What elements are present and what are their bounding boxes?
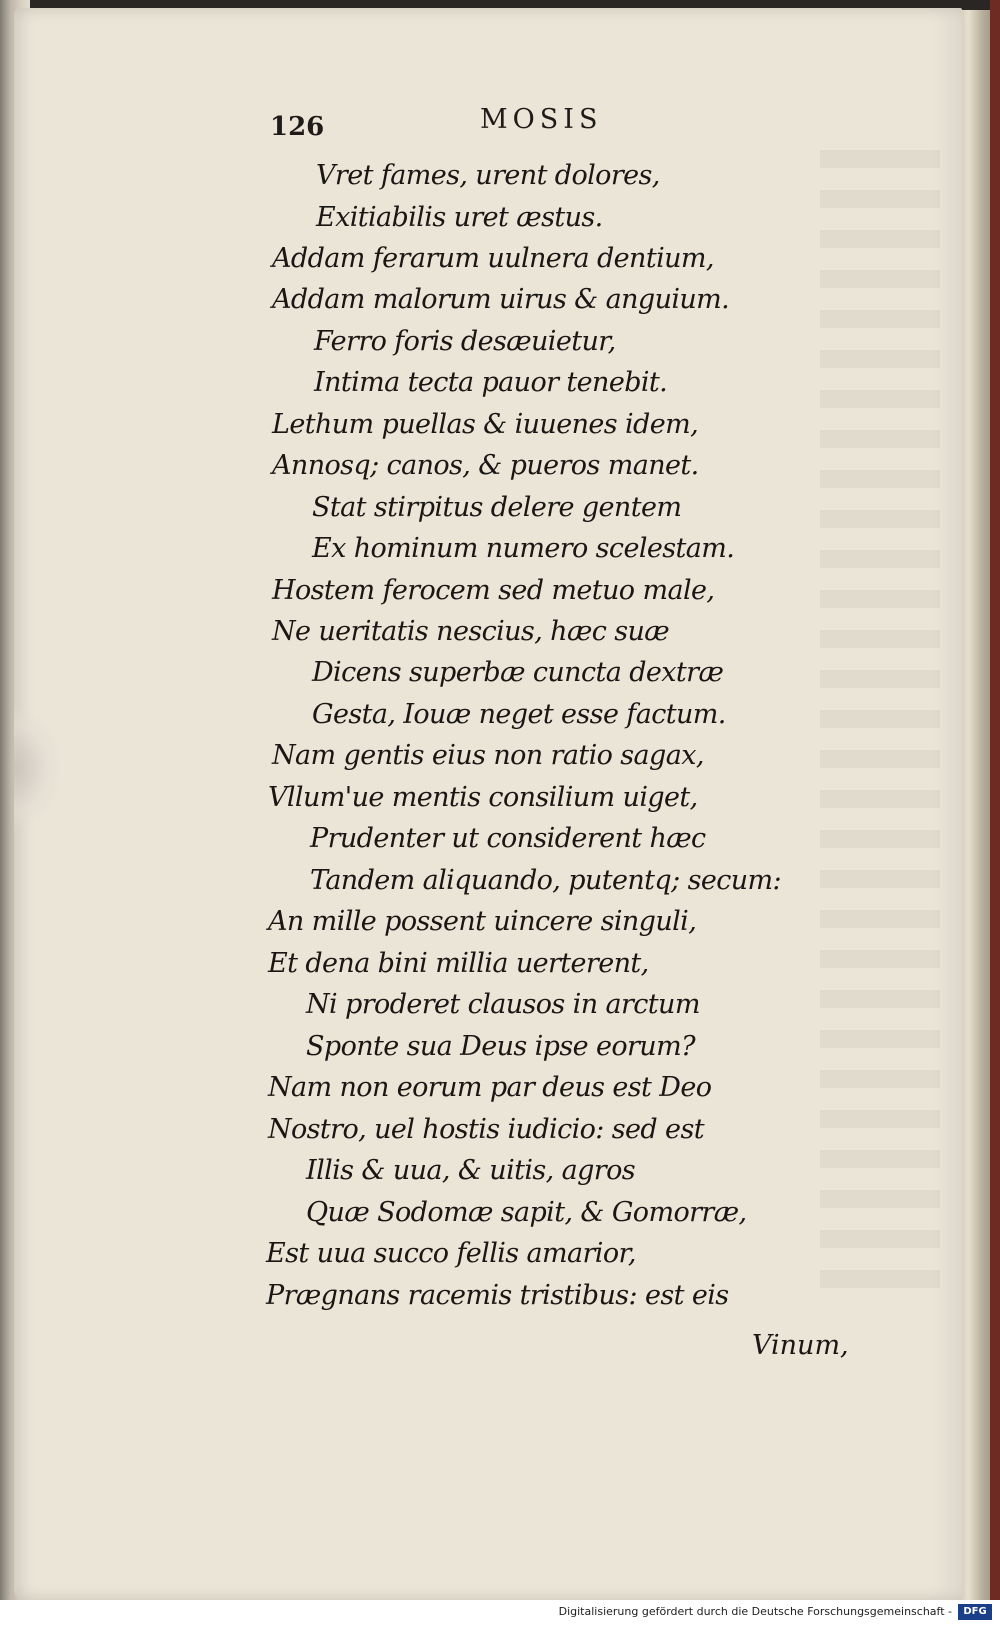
poem-line: Ni proderet clausos in arctum bbox=[306, 989, 700, 1020]
poem-line: Annosq; canos, & pueros manet. bbox=[272, 450, 699, 481]
poem-line: Addam ferarum uulnera dentium, bbox=[272, 243, 714, 274]
poem-line: Ex hominum numero scelestam. bbox=[312, 533, 735, 564]
poem-line: Hostem ferocem sed metuo male, bbox=[272, 575, 715, 606]
poem-line: An mille possent uincere singuli, bbox=[268, 906, 697, 937]
poem-line: Nam gentis eius non ratio sagax, bbox=[272, 740, 704, 771]
poem-line: Ne ueritatis nescius, hæc suæ bbox=[272, 616, 670, 647]
poem-line: Vllum'ue mentis consilium uiget, bbox=[268, 782, 698, 813]
poem-line: Exitiabilis uret æstus. bbox=[316, 202, 603, 233]
poem-line: Dicens superbæ cuncta dextræ bbox=[312, 657, 724, 688]
poem-line: Lethum puellas & iuuenes idem, bbox=[272, 409, 699, 440]
dfg-logo: DFG bbox=[958, 1604, 992, 1620]
poem-line: Prudenter ut considerent hæc bbox=[310, 823, 706, 854]
poem-line: Gesta, Iouæ neget esse factum. bbox=[312, 699, 726, 730]
page-clip-shadow bbox=[14, 708, 60, 828]
poem-line: Intima tecta pauor tenebit. bbox=[314, 367, 668, 398]
book-cover-edge bbox=[990, 0, 1000, 1600]
poem-line: Prægnans racemis tristibus: est eis bbox=[266, 1280, 729, 1311]
poem-line: Tandem aliquando, putentq; secum: bbox=[310, 865, 782, 896]
poem-line: Ferro foris desæuietur, bbox=[314, 326, 616, 357]
footer-credit: Digitalisierung gefördert durch die Deutsche Forschungsgemeinschaft - bbox=[558, 1605, 952, 1618]
poem-line: Est uua succo fellis amarior, bbox=[266, 1238, 636, 1269]
poem-line: Et dena bini millia uerterent, bbox=[268, 948, 649, 979]
poem-line: Stat stirpitus delere gentem bbox=[312, 492, 682, 523]
poem-line: Sponte sua Deus ipse eorum? bbox=[306, 1031, 695, 1062]
poem-line: Addam malorum uirus & anguium. bbox=[272, 284, 730, 315]
poem-line: Nam non eorum par deus est Deo bbox=[268, 1072, 712, 1103]
catchword: Vinum, bbox=[752, 1330, 849, 1361]
poem-line: Vret fames, urent dolores, bbox=[316, 160, 660, 191]
page-number: 126 bbox=[270, 112, 325, 142]
poem-line: Quæ Sodomæ sapit, & Gomorræ, bbox=[306, 1197, 747, 1228]
poem-line: Illis & uua, & uitis, agros bbox=[306, 1155, 636, 1186]
poem-line: Nostro, uel hostis iudicio: sed est bbox=[268, 1114, 704, 1145]
running-head: MOSIS bbox=[480, 104, 603, 135]
